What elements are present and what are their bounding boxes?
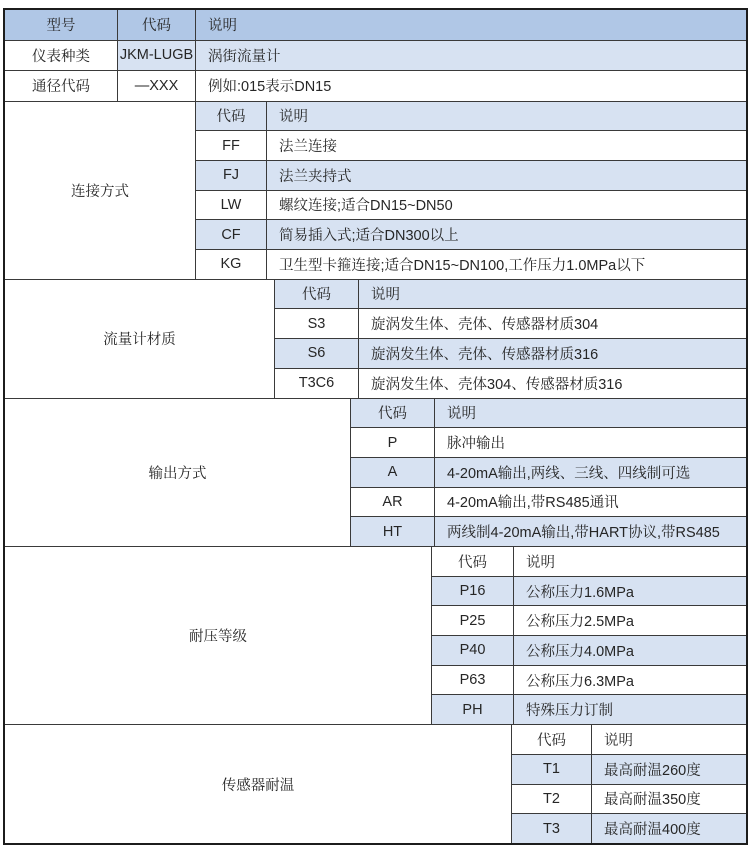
table-row — [432, 665, 746, 695]
desc-cell: 简易插入式;适合DN300以上 — [279, 228, 459, 245]
header-cell-code: 代码 — [118, 10, 196, 40]
desc-cell: 旋涡发生体、壳体、传感器材质304 — [371, 317, 599, 334]
desc-cell: 最高耐温400度 — [604, 822, 701, 839]
subtable-sensor-temperature — [512, 725, 746, 843]
code-cell: KG — [196, 250, 267, 279]
table-row — [275, 338, 746, 368]
subheader-cell-code: 代码 — [512, 725, 592, 754]
code-cell: CF — [196, 220, 267, 249]
code-cell-instrument-type: JKM-LUGB — [118, 41, 196, 71]
code-cell: P16 — [432, 577, 514, 606]
section-sensor-temperature — [5, 724, 746, 843]
code-cell: A — [351, 458, 435, 487]
code-cell: LW — [196, 191, 267, 220]
code-cell: AR — [351, 488, 435, 517]
desc-cell: 脉冲输出 — [447, 436, 505, 453]
subtable-pressure-rating — [432, 547, 746, 724]
code-cell: T3 — [512, 814, 592, 843]
table-row — [512, 754, 746, 784]
subheader-cell-code: 代码 — [196, 102, 267, 131]
table-row — [196, 160, 746, 190]
table-row — [432, 635, 746, 665]
desc-cell: 两线制4-20mA输出,带HART协议,带RS485 — [447, 525, 720, 542]
desc-cell: 旋涡发生体、壳体304、传感器材质316 — [371, 376, 623, 393]
table-header-row — [5, 10, 746, 40]
header-cell-desc: 说明 — [208, 18, 237, 35]
desc-cell: 卫生型卡箍连接;适合DN15~DN100,工作压力1.0MPa以下 — [279, 257, 646, 274]
table-row — [196, 219, 746, 249]
subheader-cell-code: 代码 — [275, 280, 359, 309]
code-cell: FF — [196, 131, 267, 160]
table-row — [351, 487, 746, 517]
category-cell-instrument-type: 仪表种类 — [5, 41, 118, 71]
category-cell-body-material: 流量计材质 — [5, 280, 275, 398]
category-cell-pressure-rating: 耐压等级 — [5, 547, 432, 724]
desc-cell: 公称压力6.3MPa — [526, 673, 634, 690]
code-cell: P — [351, 428, 435, 457]
table-row — [196, 249, 746, 279]
section-body-material — [5, 279, 746, 398]
desc-cell: 公称压力1.6MPa — [526, 584, 634, 601]
table-row — [432, 694, 746, 724]
table-row-instrument-type — [5, 40, 746, 71]
desc-cell: 4-20mA输出,带RS485通讯 — [447, 495, 619, 512]
subheader-cell-code: 代码 — [432, 547, 514, 576]
subtable-header-row — [512, 725, 746, 754]
code-cell: S6 — [275, 339, 359, 368]
table-row — [275, 308, 746, 338]
subtable-output-mode — [351, 399, 746, 547]
code-cell: P25 — [432, 606, 514, 635]
desc-cell: 公称压力4.0MPa — [526, 643, 634, 660]
desc-cell: 法兰连接 — [279, 139, 337, 155]
table-row — [351, 427, 746, 457]
desc-cell: 最高耐温260度 — [604, 762, 701, 779]
table-row-diameter-code — [5, 70, 746, 101]
code-cell: T1 — [512, 755, 592, 784]
desc-cell-instrument-type: 涡街流量计 — [196, 41, 746, 71]
subheader-cell-desc: 说明 — [279, 109, 308, 126]
code-cell: T3C6 — [275, 369, 359, 398]
table-row — [351, 516, 746, 546]
subheader-cell-desc: 说明 — [526, 554, 555, 571]
category-cell-sensor-temperature: 传感器耐温 — [5, 725, 512, 843]
table-row — [432, 576, 746, 606]
table-row — [275, 368, 746, 398]
desc-cell: 螺纹连接;适合DN15~DN50 — [279, 198, 453, 215]
subtable-body-material — [275, 280, 746, 398]
section-connection-type — [5, 101, 746, 279]
subtable-connection-type — [196, 102, 746, 279]
desc-cell: 公称压力2.5MPa — [526, 614, 634, 631]
code-cell-diameter-code: —XXX — [118, 71, 196, 101]
subheader-cell-desc: 说明 — [604, 732, 633, 749]
category-cell-connection-type: 连接方式 — [5, 102, 196, 279]
code-cell: PH — [432, 695, 514, 724]
model-selection-table — [3, 8, 748, 845]
section-pressure-rating — [5, 546, 746, 724]
subtable-header-row — [351, 399, 746, 428]
code-cell: S3 — [275, 309, 359, 338]
category-cell-diameter-code: 通径代码 — [5, 71, 118, 101]
code-cell: T2 — [512, 785, 592, 814]
desc-cell: 特殊压力订制 — [526, 703, 613, 720]
table-row — [196, 130, 746, 160]
header-cell-model: 型号 — [5, 10, 118, 40]
subheader-cell-desc: 说明 — [447, 406, 476, 423]
subtable-header-row — [275, 280, 746, 309]
table-row — [196, 190, 746, 220]
code-cell: HT — [351, 517, 435, 546]
table-row — [512, 784, 746, 814]
subtable-header-row — [432, 547, 746, 576]
subtable-header-row — [196, 102, 746, 131]
desc-cell: 法兰夹持式 — [279, 168, 352, 185]
desc-cell: 4-20mA输出,两线、三线、四线制可选 — [447, 465, 691, 482]
code-cell: FJ — [196, 161, 267, 190]
desc-cell-diameter-code: 例如:015表示DN15 — [208, 79, 332, 96]
subheader-cell-code: 代码 — [351, 399, 435, 428]
desc-cell: 旋涡发生体、壳体、传感器材质316 — [371, 346, 599, 363]
subheader-cell-desc: 说明 — [371, 287, 400, 304]
table-row — [351, 457, 746, 487]
code-cell: P63 — [432, 666, 514, 695]
code-cell: P40 — [432, 636, 514, 665]
table-row — [512, 813, 746, 843]
section-output-mode — [5, 398, 746, 547]
table-row — [432, 605, 746, 635]
desc-cell: 最高耐温350度 — [604, 792, 701, 809]
category-cell-output-mode: 输出方式 — [5, 399, 351, 547]
